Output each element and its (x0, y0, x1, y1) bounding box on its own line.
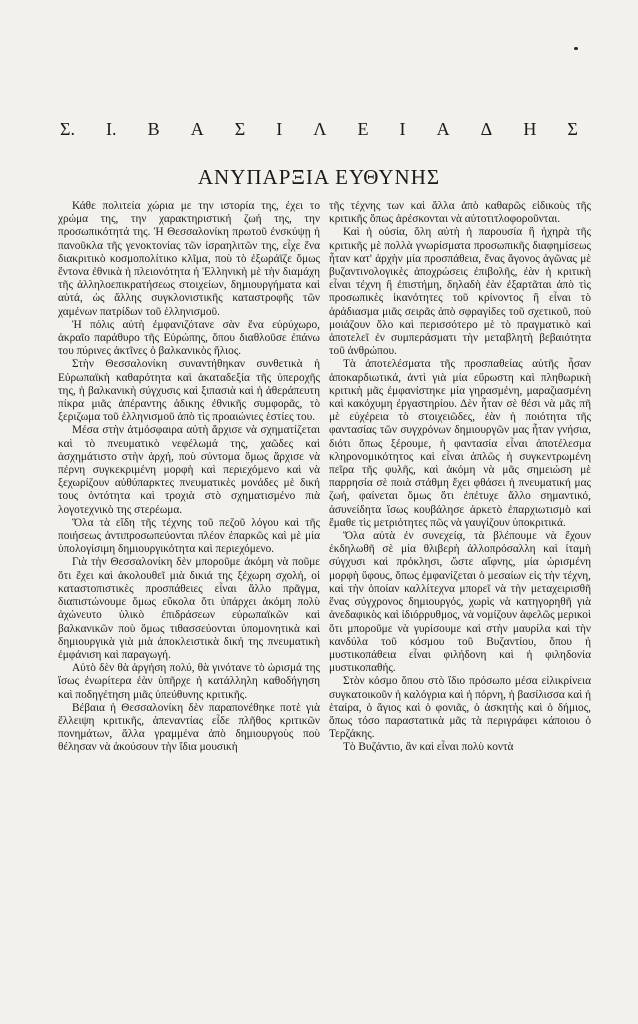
paragraph: Τὸ Βυζάντιο, ἂν καὶ εἶναι πολὺ κοντὰ (343, 741, 514, 754)
author-letter: Η (523, 119, 537, 139)
paragraph: Καὶ ἡ οὐσία, ὅλη αὐτὴ ἡ παρουσία ἢ ἠχηρὰ τῆς κριτικῆς μὲ πολλὰ γνωρίσματα προσωπικῆς διαφημίσεως ἦταν κατ' ἀρχὴν μία προσπάθεια, ἕνας ἄγονος ἀγῶνας μὲ βυζαντινολογικὲς ἀποχρώσεις ἐπιβολῆς, ἐὰν ἡ κριτικὴ εἶναι τέχνη ἢ ἐπιστήμη, δηλαδὴ ἐὰν ἐξαρτᾶται ἀπὸ τὶς προσωπικὲς ἱκανότητες τοῦ κρίνοντος ἢ εἶναι τὸ ἀράδιασμα μιᾶς σειρᾶς ἀπὸ σφραγίδες τοῦ σχετικοῦ, ποὺ μοιάζουν ὅλο καὶ περισσότερο μὲ τὸ πραγματικὸ καὶ ἀποτελεῖ ἐν συμπεράσματι τὴν μεταβλητὴ βεβαιότητα τοῦ ἀνθρώπου. (329, 226, 591, 358)
author-letter: Ι (276, 119, 283, 139)
author-letter: Α (190, 119, 204, 139)
author-letter: Λ (313, 119, 327, 139)
author-letter: Α (436, 119, 450, 139)
paragraph: Ἡ πόλις αὐτὴ ἐμφανιζότανε σὰν ἕνα εὐρύχωρο, ἀκραῖο παράθυρο τῆς Εὐρώπης, ὅπου διαθλοῦσε ἐπάνω του πύρινες ἀκτῖνες ὁ βαλκανικὸς ἥλιος. (58, 318, 320, 358)
author-name (60, 119, 578, 140)
paragraph: Μέσα στὴν ἀτμόσφαιρα αὐτὴ ἄρχισε νὰ σχηματίζεται καὶ τὸ πνευματικὸ νεφέλωμά της, χαῶδες καὶ ἀσχημάτιστο στὴν ἀρχή, ποὺ σύντομα ὅμως ἄρχισε νὰ πέρνη συγκεκριμένη μορφὴ καὶ περιεχόμενο καὶ νὰ ξεχωρίζουν αὐθύπαρκτες πνευματικὲς μονάδες μὲ δική τους ὀντότητα καὶ τροχιὰ στὸ σχηματισμένο πιὰ λογοτεχνικὸ της στερέωμα. (58, 424, 320, 516)
author-letter: Ε (357, 119, 369, 139)
author-letter: Σ. (60, 119, 75, 139)
paragraph: Στὴν Θεσσαλονίκη συναντήθηκαν συνθετικὰ ἡ Εὐρωπαϊκὴ καθαρότητα καὶ ἀκαταδεξία τῆς ὑπεροχῆς της, ἡ βαλκανικὴ σύγχυσις καὶ ξιπασιὰ καὶ ἡ ἀθεράπευτη πίκρα μιᾶς ἀπέραντης ἀδικης ἐθνικῆς συμφορᾶς, τὸ ξεριζωμα τοῦ ἑλληνισμοῦ ἀπὸ τὶς προαιώνιες ἑστίες του. (58, 358, 320, 424)
paragraph: Τὰ ἀποτελέσματα τῆς προσπαθείας αὐτῆς ἦσαν ἀποκαρδιωτικά, ἀντὶ γιὰ μία εὔρωστη καὶ πληθωρικὴ κριτικὴ μᾶς ἐμφανίστηκε μία γηρασμένη, μαραζιασμένη καὶ κακόχυμη ἐργαστηρίου. Δὲν ἦταν σὲ θέσι νὰ μᾶς πῆ μὲ εὐχέρεια τὸ στοιχειῶδες, ἐὰν ἡ ποιότητα τῆς φαντασίας τῶν συγχρόνων δημιουργῶν μας ἦταν γνήσια, διότι ὅπως ξέρουμε, ἡ φαντασία εἶναι ἀποτέλεσμα κληρονομικότητος καὶ εἶναι ἁπλῶς ἡ συγκεντρωμένη πεῖρα τῆς φυλῆς, καὶ ἀκόμη νὰ μᾶς σημειώση μὲ παρρησία σὲ ποιὰ στάθμη ἔχει φθάσει ἡ πνευματική μας ζωή, φαίνεται ὅμως ὅτι ἐπέτυχε ἄλλο σημαντικό, ἀσυνείδητα ἴσως κουβάλησε ἀρκετὸ ἐπαρχιωτισμὸ καὶ ἔμαθε τὶς μετριότητες πῶς νὰ γαυγίζουν ὑποκριτικά. (329, 358, 591, 529)
paragraph: Βέβαια ἡ Θεσσαλονίκη δὲν παραπονέθηκε ποτὲ γιὰ ἔλλειψη κριτικῆς, ἀπεναντίας εἶδε πλῆθος κριτικῶν πονημάτων, ἄλλα γραμμένα ἀπὸ δημιουργοὺς ποὺ θέλησαν νὰ ἀκούσουν τὴν ἴδια μουσικὴ (58, 701, 320, 754)
article-title: ΑΝΥΠΑΡΞΙΑ ΕΥΘΥΝΗΣ (197, 165, 441, 189)
paragraph: Γιὰ τὴν Θεσσαλονίκη δὲν μποροῦμε ἀκόμη νὰ ποῦμε ὅτι ἔχει καὶ ἀκολουθεῖ μιὰ δικιά της ξέχωρη σχολή, οἱ καταστοπιστικὲς προσπάθειες εἶναι ἄλλο πρᾶγμα, διαπιστώνουμε ὅμως εὔκολα ὅτι ὑπάρχει ἀκόμη πολὺ ἀχώνευτο ὑλικὸ ἐπιδράσεων εὐρωπαϊκῶν καὶ βαλκανικῶν ποὺ ὅμως τιθασσεύονται ὑπομονητικὰ καὶ δημιουργικὰ γιὰ μιὰ ἀποκλειστικὰ δική της πνευματικὴ ἐμφάνιση καὶ παραγωγή. (58, 556, 320, 661)
author-letter: Δ (480, 119, 493, 139)
ink-speck (574, 47, 578, 50)
author-letter: Β (147, 119, 160, 139)
paragraph: τῆς τέχνης των καὶ ἄλλα ἀπὸ καθαρῶς εἰδικοὺς τῆς κριτικῆς ὅπως ἀρέσκονται νὰ αὐτοτιτλοφοροῦνται. (329, 200, 591, 226)
right-column (329, 200, 591, 755)
paragraph: Αὐτὸ δὲν θὰ ἀργήση πολύ, θὰ γινότανε τὸ ὡρισμά της ἴσως ἐνωρίτερα ἐὰν ὑπῆρχε ἡ κατάλληλη καθοδήγηση καὶ ποδηγέτηση μιᾶς ὑπεύθυνης κριτικῆς. (58, 662, 320, 701)
paragraph: Στὸν κόσμο ὅπου στὸ ἴδιο πρόσωπο μέσα εἰλικρίνεια συγκατοικοῦν ἡ καλόγρια καὶ ἡ πόρνη, ἡ βασίλισσα καὶ ἡ ἑταίρα, ὁ ἅγιος καὶ ὁ φονιᾶς, ὁ ἀσκητὴς καὶ ὁ δήμιος, ὅπως τόσο παραστατικὰ μᾶς τὰ περιγράφει κάποιου ὁ Τερζάκης. (329, 675, 591, 741)
left-column (58, 200, 320, 755)
paragraph: Ὅλα τὰ εἴδη τῆς τέχνης τοῦ πεζοῦ λόγου καὶ τῆς ποιήσεως ἀντιπροσωπεύονται πλέον ἐπαρκῶς καὶ μὲ μία ὑπολογίσιμη δημιουργικότητα καὶ περιεχόμενο. (58, 516, 320, 556)
paragraph: Ὅλα αὐτὰ ἐν συνεχείᾳ, τὰ βλέπουμε νὰ ἔχουν ἐκδηλωθῆ σὲ μία θλιβερὴ ἀλλοπρόσαλλη καὶ ἰταμὴ σύγχυσι καὶ πρόκλησι, ὥστε αἴφνης, μία ὡρισμένη μορφὴ ὕφους, ὅπως ἐμφανίζεται ὁ μεσαίων εἰς τὴν τέχνη, καὶ τὴν ὁποίαν καλλίτεχνα μπορεῖ νὰ τὴν μεταχειρισθῆ ἕνας σύγχρονος δημιουργός, χωρὶς νὰ κατηγορηθῆ γιὰ ἀνεδαφικὸς καὶ ἰδιόρρυθμος, νὰ νομίζουν ἀφελῶς μερικοὶ ὅτι μποροῦμε νὰ γυρίσουμε καὶ στὴν μαυρίλα καὶ τὴν κανδύλα τοῦ κόσμου τοῦ Βυζαντίου, ὅπου ἡ μυστικοπάθεια εἶναι φιλήδονη καὶ ἡ φιληδονία μυστικοπαθής. (329, 530, 591, 675)
author-letter: Σ (234, 119, 246, 139)
author-letter: Σ (567, 119, 578, 139)
author-letter: Ι. (106, 119, 117, 139)
author-letter: Ι (399, 119, 406, 139)
paragraph: Κάθε πολιτεία χώρια με την ιστορία της, έχει το χρώμα της, την χαρακτηριστική ζωή της, την προσωπικότητά της. Ἡ Θεσσαλονίκη πρωτοῦ ἐνσκύψῃ ἡ πανοῦκλα τῆς γενοκτονίας τῶν ἰσραηλιτῶν της, εἶχε ἕνα διακριτικὸ κοσμοπολίτικο κλῖμα, ποὺ τὸ ἐξωράϊζε ὅμως ἔντονα ἐθνικὰ ἡ πλειονότητα ἡ Ἑλληνικὴ μὲ τὴν διαμάχη τῆς ἀλληλοεπικρατήσεως στοιχείων, δημιουργήματα καὶ αὐτά, ὡς ἄλλης συγκλονιστικῆς καταστροφῆς τῶν χαμένων πατρίδων τοῦ ἑλληνισμοῦ. (58, 200, 320, 318)
